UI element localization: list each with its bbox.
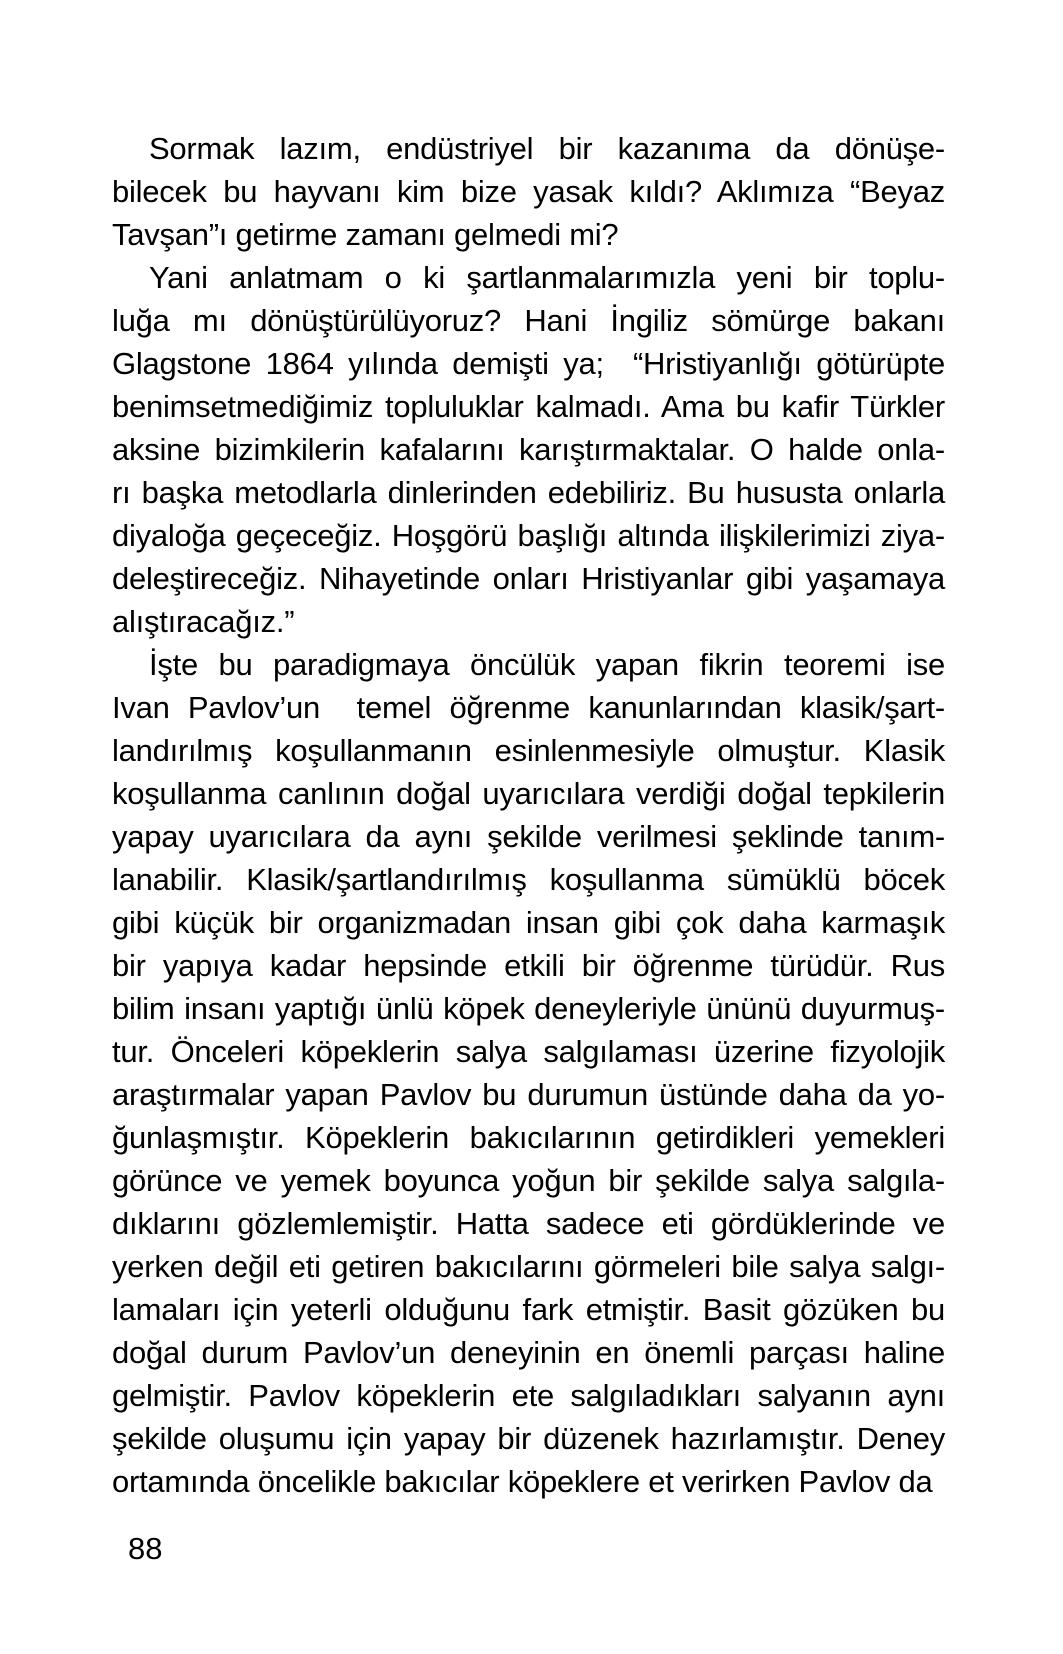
text-line: araştırmalar yapan Pavlov bu durumun üstünde daha da yo- — [112, 1077, 945, 1112]
text-line: yerken değil eti getiren bakıcılarını görmeleri bile salya salgı- — [112, 1249, 945, 1284]
text-line: aksine bizimkilerin kafalarını karıştırmaktalar. O halde onla- — [112, 432, 945, 467]
text-line: İşte bu paradigmaya öncülük yapan fikrin teoremi ise — [149, 647, 945, 682]
text-line: rı başka metodlarla dinlerinden edebiliriz. Bu hususta onlarla — [112, 475, 945, 510]
text-line: luğa mı dönüştürülüyoruz? Hani İngiliz sömürge bakanı — [112, 303, 945, 338]
paragraph-3 — [112, 643, 945, 1503]
text-line: doğal durum Pavlov’un deneyinin en önemli parçası haline — [112, 1335, 945, 1370]
text-line: gelmiştir. Pavlov köpeklerin ete salgıladıkları salyanın aynı — [112, 1378, 945, 1413]
text-line: benimsetmediğimiz topluluklar kalmadı. Ama bu kafir Türkler — [112, 389, 945, 424]
paragraph-2 — [112, 256, 945, 643]
text-line: yapay uyarıcılara da aynı şekilde verilmesi şeklinde tanım- — [112, 819, 945, 854]
text-line: landırılmış koşullanmanın esinlenmesiyle olmuştur. Klasik — [112, 733, 945, 768]
text-line: Glagstone 1864 yılında demişti ya; “Hristiyanlığı götürüpte — [112, 346, 945, 381]
text-line: Sormak lazım, endüstriyel bir kazanıma da dönüşe- — [149, 131, 945, 166]
text-line: bir yapıya kadar hepsinde etkili bir öğrenme türüdür. Rus — [112, 948, 945, 983]
text-line: deleştireceğiz. Nihayetinde onları Hristiyanlar gibi yaşamaya — [112, 561, 945, 596]
text-line: gibi küçük bir organizmadan insan gibi çok daha karmaşık — [112, 905, 945, 940]
text-line: lamaları için yeterli olduğunu fark etmiştir. Basit gözüken bu — [112, 1292, 945, 1327]
paragraph-1 — [112, 127, 945, 256]
text-line: diyaloğa geçeceğiz. Hoşgörü başlığı altında ilişkilerimizi ziya- — [112, 518, 945, 553]
body-text — [112, 127, 945, 1503]
text-line: dıklarını gözlemlemiştir. Hatta sadece eti gördüklerinde ve — [112, 1206, 945, 1241]
text-line: şekilde oluşumu için yapay bir düzenek hazırlamıştır. Deney — [112, 1421, 945, 1456]
text-line: tur. Önceleri köpeklerin salya salgılaması üzerine fizyolojik — [112, 1034, 945, 1069]
text-line: Yani anlatmam o ki şartlanmalarımızla yeni bir toplu- — [149, 260, 945, 295]
text-line: Ivan Pavlov’un temel öğrenme kanunlarından klasik/şart- — [112, 690, 945, 725]
text-line: ortamında öncelikle bakıcılar köpeklere et verirken Pavlov da — [112, 1464, 933, 1499]
text-line: alıştıracağız.” — [112, 604, 295, 639]
text-line: görünce ve yemek boyunca yoğun bir şekilde salya salgıla- — [112, 1163, 945, 1198]
text-line: ğunlaşmıştır. Köpeklerin bakıcılarının getirdikleri yemekleri — [112, 1120, 945, 1155]
text-line: Tavşan”ı getirme zamanı gelmedi mi? — [112, 217, 619, 252]
text-line: koşullanma canlının doğal uyarıcılara verdiği doğal tepkilerin — [112, 776, 945, 811]
page-number: 88 — [128, 1531, 163, 1566]
text-line: lanabilir. Klasik/şartlandırılmış koşullanma sümüklü böcek — [112, 862, 945, 897]
text-line: bilecek bu hayvanı kim bize yasak kıldı? Aklımıza “Beyaz — [112, 174, 945, 209]
text-line: bilim insanı yaptığı ünlü köpek deneyleriyle ününü duyurmuş- — [112, 991, 945, 1026]
